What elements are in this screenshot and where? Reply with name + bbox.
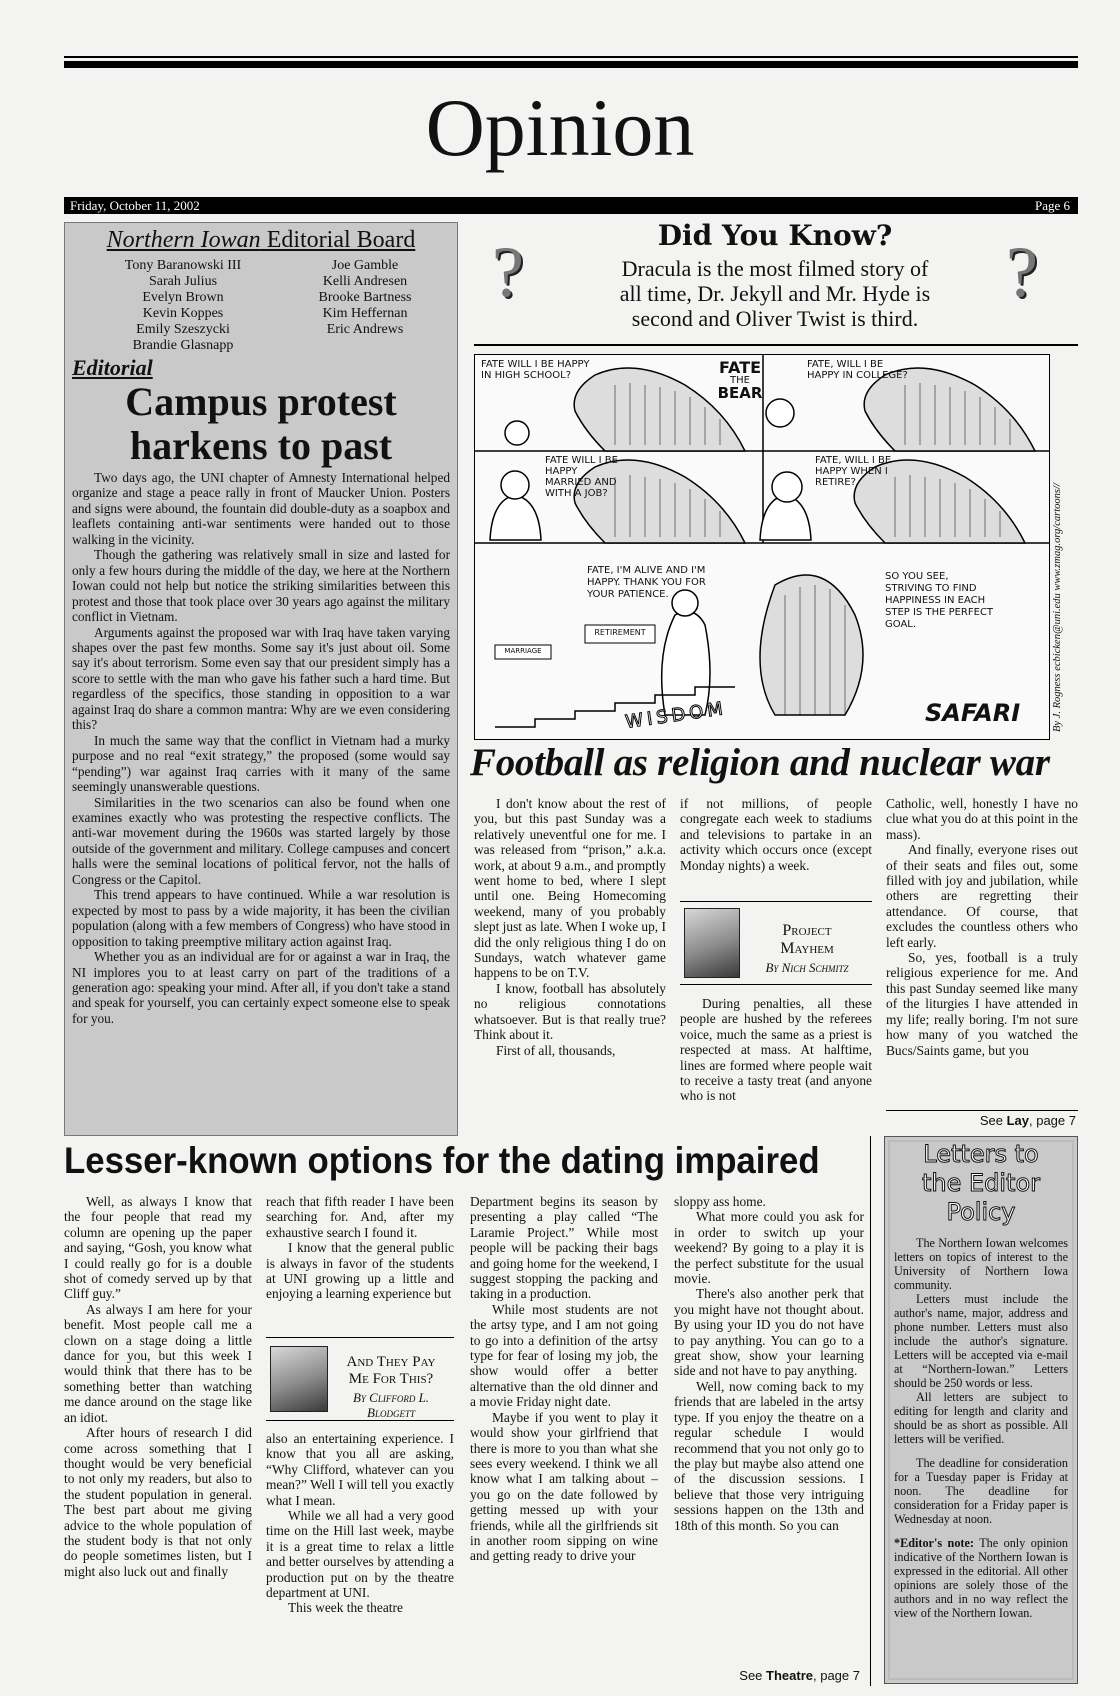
dating-paragraph: As always I am here for your benefit. Most people call me a clown on a stage doing a little dance for you, but this week I would think that there has to be something better than watching me dance around on the stage like an idiot.: [64, 1301, 252, 1425]
football-column-3: [886, 796, 1078, 1058]
column-kicker-line: Me For This?: [348, 1371, 434, 1387]
football-paragraph: I don't know about the rest of you, but this past Sunday was a relatively uneventful one for me. I was released from “prison,” a.k.a. work, at about 9 a.m., and promptly went home to bed, where I slept until one. Being Homecoming weekend, many of you probably slept just as late. When I woke up, I did the only religious thing I do on Sundays, watch whatever game happens to be on T.V.: [474, 796, 666, 981]
sign-marriage: MARRIAGE: [504, 647, 542, 655]
football-headline: Football as religion and nuclear war: [470, 741, 1050, 784]
column-byline-line: Blodgett: [367, 1405, 415, 1420]
cartoon-logo-line: THE: [730, 375, 750, 386]
columnist-photo: [684, 908, 740, 978]
board-title-rest: Editorial Board: [260, 227, 416, 253]
fact-line: all time, Dr. Jekyll and Mr. Hyde is: [619, 281, 931, 306]
dating-paragraph: also an entertaining experience. I know that you all are asking, “Why Clifford, whatever can you mean?” Well I will tell you exactly what I mean.: [266, 1431, 454, 1508]
column-kicker-line: Project: [782, 922, 832, 939]
letters-paragraph: The deadline for consideration for a Tuesday paper is Friday at noon. The deadline for consideration for a Friday paper is Wednesday at noon.: [894, 1456, 1068, 1526]
dating-byline-box: [266, 1337, 454, 1421]
board-member: Evelyn Brown: [142, 290, 224, 305]
question-mark-left-icon: ?: [492, 232, 524, 312]
editorial-headline-line: harkens to past: [129, 423, 393, 468]
letters-paragraph: Letters must include the author's name, major, address and phone number. Letters must also include the author's signature. Letters will be accepted via e-mail at “Northern-Iowan.” Letters should be 250 words or less.: [894, 1292, 1068, 1390]
editorial-paragraph: This trend appears to have continued. While a war resolution is expected by most to pass by a wide majority, it has been the civilian population (along with a few members of Congress) who have stood in opposition to taking preemptive military action against Iraq.: [72, 887, 450, 949]
letters-paragraph: All letters are subject to editing for length and clarity and should be as short as possible. All letters will be verified.: [894, 1390, 1068, 1446]
did-you-know-title: Did You Know?: [657, 219, 893, 252]
letters-note: [894, 1536, 1068, 1620]
editorial-paragraph: Arguments against the proposed war with Iraq have taken varying shapes over the past few months. Some say it's just about oil. Some say it's about terrorism. Some even say that our president simply has a score to settle with the man who gave his father such a hard time. But regardless of the specifics, those standing in opposition to a war against Iraq do share a common mantra: Why are we even considering this?: [72, 624, 450, 733]
column-kicker-line: Mayhem: [780, 940, 834, 957]
editorial-body: [72, 470, 450, 1026]
board-member: Kim Heffernan: [322, 306, 408, 321]
board-member: Emily Szeszycki: [136, 322, 230, 337]
sign-retirement: RETIREMENT: [594, 628, 646, 637]
letters-title-line: the Editor: [921, 1169, 1041, 1197]
football-paragraph: So, yes, football is a truly religious experience for me. And this past Sunday seemed like many of the liturgies I have attended in my life; really boring. I'm not sure how many of you watched the Bucs/Saints game, but you: [886, 950, 1078, 1058]
letters-title-line: Policy: [946, 1198, 1016, 1226]
dating-headline: Lesser-known options for the dating impaired: [64, 1140, 820, 1181]
section-title: Opinion: [425, 82, 695, 173]
board-member: Tony Baranowski III: [124, 258, 242, 273]
jump-link-theatre[interactable]: [674, 1668, 860, 1683]
column-kicker: [742, 922, 872, 958]
dating-paragraph: Department begins its season by presenting a play called “The Laramie Project.” While most people will be packing their bags and going home for the weekend, I suggest stopping the packing and taking in a production.: [470, 1194, 658, 1302]
dating-paragraph: This week the theatre: [288, 1600, 403, 1616]
letters-policy-body: [894, 1236, 1068, 1620]
board-member: Sarah Julius: [148, 274, 218, 289]
did-you-know-text: [560, 256, 990, 331]
dating-paragraph: Well, as always I know that the four people that read my column are opening up the paper and saying, “Gosh, you know what I could really go for is a double shot of comedy served up by that Cliff guy.”: [64, 1194, 252, 1302]
board-members-left: [88, 258, 278, 354]
column-byline: [328, 1390, 454, 1420]
board-title-paper: Northern Iowan: [106, 227, 261, 253]
football-column-1: [474, 796, 666, 1058]
cartoon-caption-4: FATE, WILL I BE HAPPY WHEN I RETIRE?: [815, 455, 892, 488]
cartoon-caption-5: FATE, I'M ALIVE AND I'M HAPPY. THANK YOU FOR YOUR PATIENCE.: [587, 565, 706, 600]
column-kicker-line: And They Pay: [346, 1354, 436, 1370]
cartoon-credit: By J. Rogness ecbicken@uni.edu www.zmag.org/cartoons//: [1052, 483, 1063, 732]
fact-line: second and Oliver Twist is third.: [631, 306, 919, 331]
board-title: [64, 226, 458, 254]
dating-column-4: [674, 1194, 864, 1533]
dating-paragraph: reach that fifth reader I have been searching for. And, after my exhaustive search I found it.: [266, 1194, 454, 1240]
editorial-label: Editorial: [72, 355, 153, 380]
cartoon-art: [475, 355, 1050, 740]
football-paragraph: During penalties, all these people are hushed by the referees voice, much the same as a priest is respected at mass. At halftime, lines are formed where people wait to receive a tasty treat (and anyone who is not: [680, 996, 872, 1104]
column-kicker: [328, 1354, 454, 1388]
dating-paragraph: While most students are not the artsy type, and I am not going to go into a definition of the artsy type for fear of losing my job, the show would offer a better alternative than the old dinner and a movie Friday night date.: [470, 1301, 658, 1410]
issue-date: Friday, October 11, 2002: [70, 198, 200, 213]
cartoon-caption-6: SO YOU SEE, STRIVING TO FIND HAPPINESS IN EACH STEP IS THE PERFECT GOAL.: [885, 571, 994, 630]
cartoonist-signature: SAFARI: [925, 699, 1021, 727]
cartoon-logo-line: FATE: [718, 358, 762, 377]
editorial-paragraph: Two days ago, the UNI chapter of Amnesty International helped organize and stage a peace rally in front of Maucker Union. Posters and signs were abound, the fountain did double-duty as a soapbox and leaflets containing anti-war sentiments were handed out to those walking in the vicinity.: [72, 470, 450, 547]
dating-paragraph: There's also another perk that you might have not thought about. By using your ID you do not have to pay anything. You can go to a great show, show your learning side and not have to pay anything.: [674, 1286, 864, 1379]
football-paragraph: Catholic, well, honestly I have no clue what you do at this point in the mass).: [886, 796, 1078, 842]
dating-paragraph: Maybe if you went to play it would show your girlfriend that there is more to you than what she sees every weekend. I think we all know what I am talking about – you go on the date followed by getting messed up with your friends, while all the girlfriends sit in another room sipping on wine and getting ready to drive your: [470, 1409, 658, 1564]
football-paragraph: I know, football has absolutely no religious connotations whatsoever. But is that really true? Think about it.: [474, 980, 666, 1043]
fact-line: Dracula is the most filmed story of: [621, 256, 929, 281]
cartoon-caption-1: FATE WILL I BE HAPPY IN HIGH SCHOOL?: [481, 359, 590, 381]
board-member: Kelli Andresen: [322, 274, 408, 289]
dating-paragraph: While we all had a very good time on the Hill last week, maybe it is a great time to relax a little and better ourselves by attending a production put on by the theatre department at UNI.: [266, 1508, 454, 1601]
dating-column-2b: [266, 1431, 454, 1616]
jump-suffix: , page 7: [1029, 1113, 1076, 1128]
football-paragraph: First of all, thousands,: [496, 1042, 616, 1058]
dating-paragraph: sloppy ass home.: [674, 1194, 766, 1209]
stairs-label: WISDOM: [624, 697, 729, 734]
jump-target: Lay: [1006, 1113, 1029, 1128]
dating-column-2a: [266, 1194, 454, 1302]
jump-target: Theatre: [766, 1668, 813, 1683]
cartoon-logo-line: BEAR: [717, 384, 763, 402]
dating-paragraph: What more could you ask for in order to switch up your weekend? By going to a play it is the perfect substitute for the usual movie.: [674, 1209, 864, 1287]
board-member: Eric Andrews: [326, 322, 404, 337]
cartoon-caption-2: FATE, WILL I BE HAPPY IN COLLEGE?: [807, 359, 908, 381]
cartoon-logo: [705, 358, 775, 402]
column-byline: By Nich Schmitz: [765, 960, 849, 975]
jump-prefix: See: [739, 1668, 767, 1683]
date-bar: [64, 197, 1078, 214]
board-member: Brandie Glasnapp: [132, 338, 234, 353]
editorial-paragraph: In much the same way that the conflict in Vietnam had a murky purpose and no real “exit strategy,” the proposed (some would say “pending”) war against Iraq carries with it many of the same seemingly unanswerable questions.: [72, 732, 450, 795]
editorial-paragraph: Though the gathering was relatively small in size and lasted for only a few hours during the middle of the day, we here at the Northern Iowan could not help but notice the striking similarities between this protest and those that took place over 30 years ago against the military conflict in Vietnam.: [72, 547, 450, 625]
editorial-paragraph: Whether you as an individual are for or against a war in Iraq, the NI implores you to at least carry on part of the traditions of a generation ago: speaking your mind. After all, if you don't take a stand and speak for yourself, you can certainly expect someone else to speak for you.: [72, 949, 450, 1026]
jump-prefix: See: [979, 1113, 1007, 1128]
board-member: Joe Gamble: [331, 258, 399, 273]
editorial-headline-line: Campus protest: [125, 379, 397, 424]
cartoon-caption-3: FATE WILL I BE HAPPY MARRIED AND WITH A JOB?: [545, 455, 618, 499]
dating-column-1: [64, 1194, 252, 1579]
dating-paragraph: Well, now coming back to my friends that are labeled in the artsy type. If you enjoy the theatre on a regular schedule I would recommend that you not only go to the play but maybe also attend one of the discussion sessions. I believe that those very intriguing sessions happen on the 13th and 18th of this month. So you can: [674, 1378, 864, 1533]
letters-paragraph: The Northern Iowan welcomes letters on topics of interest to the University of Northern Iowa community.: [894, 1236, 1068, 1292]
letters-title-line: Letters to: [923, 1140, 1039, 1168]
columnist-photo: [270, 1346, 328, 1412]
question-mark-right-icon: ?: [1006, 232, 1038, 312]
editor-note-label: *Editor's note:: [894, 1536, 974, 1550]
board-member: Kevin Koppes: [142, 306, 224, 321]
football-paragraph: And finally, everyone rises out of their seats and files out, some filled with joy and jubilation, while others are regretting their attendance. Of course, that excludes the countless others who left early.: [886, 842, 1078, 950]
column-byline-line: By Clifford L.: [352, 1390, 430, 1405]
editor-note-text: The only opinion indicative of the Northern Iowan is expressed in the editorial. All other opinions are solely those of the authors and in no way reflect the view of the Northern Iowan.: [894, 1536, 1068, 1620]
football-column-2a: [680, 796, 872, 873]
cartoon-frame: [474, 354, 1050, 740]
letters-policy-title: [884, 1140, 1078, 1227]
dating-paragraph: I know that the general public is always in favor of the students at UNI growing up a little and enjoying a learning experience but: [266, 1240, 454, 1302]
jump-link-lay[interactable]: [886, 1113, 1076, 1128]
football-column-2b: [680, 996, 872, 1104]
editorial-paragraph: Similarities in the two scenarios can also be found when one examines exactly who was protesting the respective conflicts. The anti-war movement during the 1960s was started largely by those outside of the government and military. College campuses and concert halls were the seminal locations of political fervor, not the halls of Congress or the Capitol.: [72, 794, 450, 887]
football-paragraph: if not millions, of people congregate each week to stadiums and televisions to partake in an activity which occurs once (except Monday nights) a week.: [680, 796, 872, 873]
page-number: Page 6: [1034, 198, 1070, 213]
board-member: Brooke Bartness: [318, 290, 412, 305]
football-byline-box: [680, 901, 872, 985]
jump-suffix: , page 7: [813, 1668, 860, 1683]
dating-paragraph: After hours of research I did come across something that I thought would be very beneficial to not only my readers, but also to the student population in general. The best part about me giving advice to the whole population of the student body is that not only do people sometimes listen, but I might also luck out and finally: [64, 1425, 252, 1579]
bear-icon: [574, 368, 1035, 715]
editorial-headline: [64, 380, 458, 468]
board-members-right: [290, 258, 440, 338]
dating-column-3: [470, 1194, 658, 1564]
